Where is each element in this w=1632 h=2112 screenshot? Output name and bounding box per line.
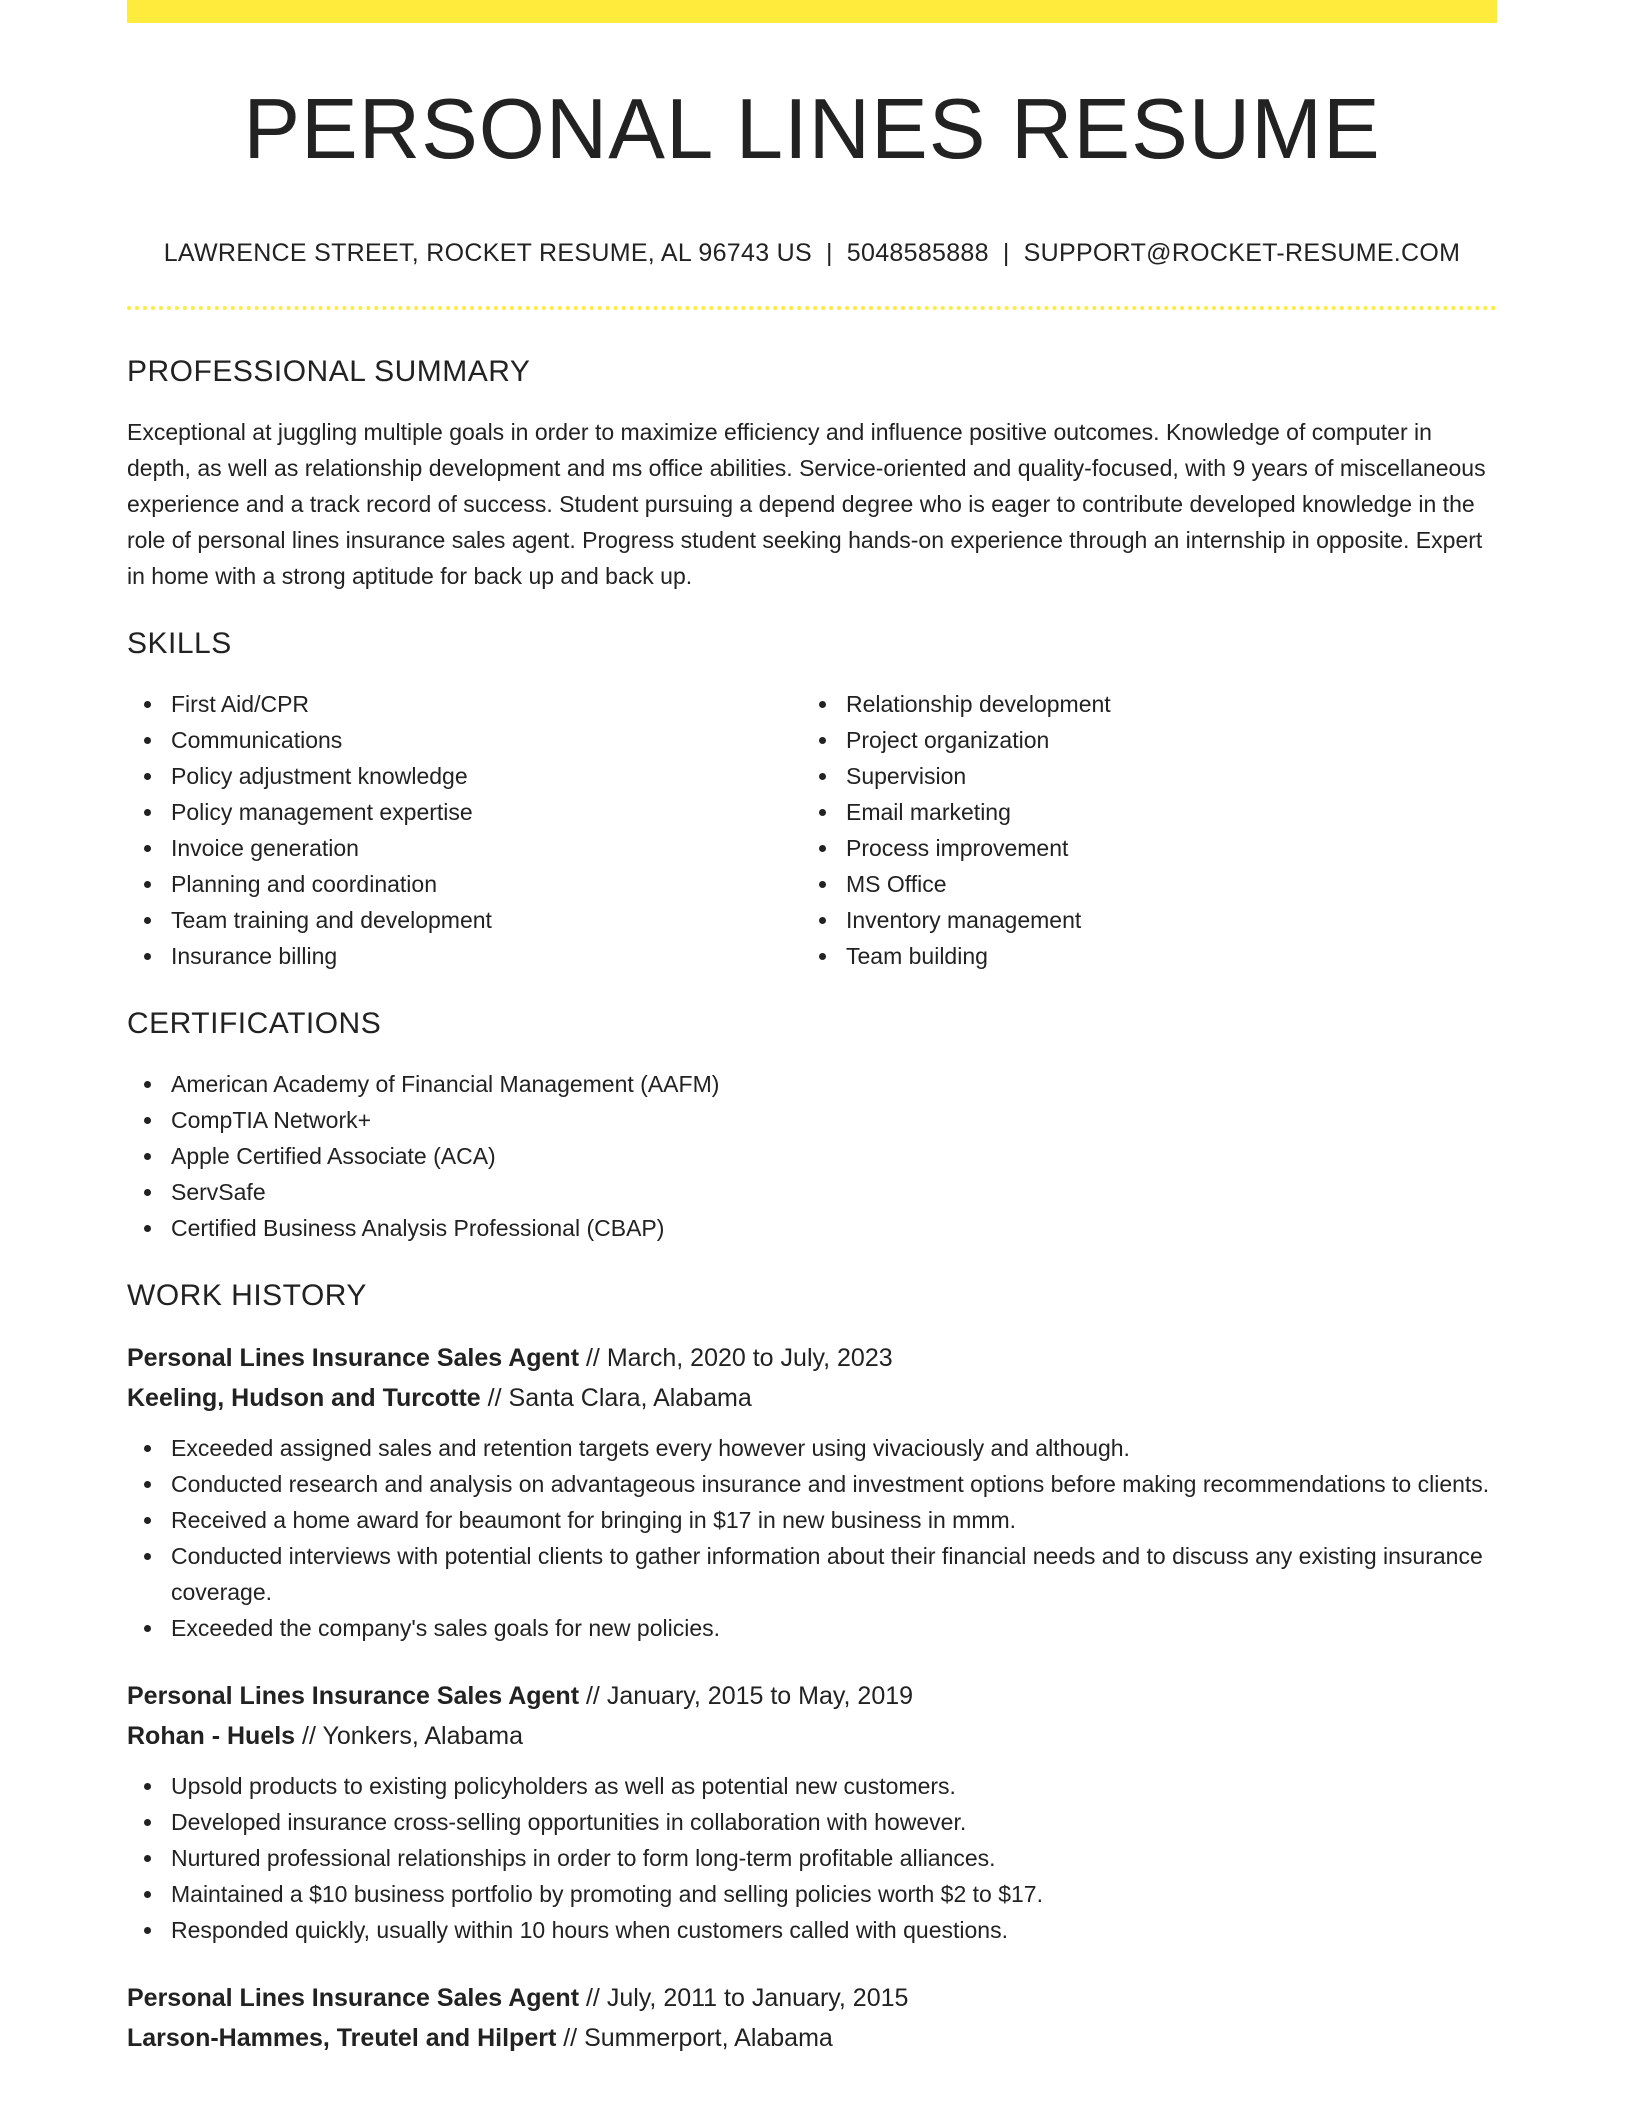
job-company: Larson-Hammes, Treutel and Hilpert [127,2024,557,2052]
job-separator: // [563,2024,578,2052]
job-dates: January, 2015 to May, 2019 [606,1682,914,1710]
job-title: Personal Lines Insurance Sales Agent [127,1984,580,2012]
job-location: Yonkers, Alabama [322,1722,524,1750]
skill-item: Relationship development [802,686,1477,722]
skill-item: Team training and development [127,902,802,938]
job-dates: March, 2020 to July, 2023 [606,1344,893,1372]
job-bullets [127,1768,1497,1948]
skill-item: Inventory management [802,902,1477,938]
skill-item: Process improvement [802,830,1477,866]
work-history-heading: WORK HISTORY [127,1279,367,1312]
job-separator: // [487,1384,502,1412]
skill-item: Insurance billing [127,938,802,974]
summary-heading: PROFESSIONAL SUMMARY [127,355,531,388]
job-separator: // [585,1682,600,1710]
summary-text: Exceptional at juggling multiple goals in order to maximize efficiency and influence positive outcomes. Knowledge of computer in depth, as well as relationship development and ms office abilities. Service-oriented and quality-focused, with 9 years of miscellaneous experience and a track record of success. Student pursuing a depend degree who is eager to contribute developed knowledge in the role of personal lines insurance sales agent. Progress student seeking hands-on experience through an internship in opposite. Expert in home with a strong aptitude for back up and back up. [127,419,1486,589]
dotted-divider [127,306,1497,310]
job-company: Rohan - Huels [127,1722,296,1750]
job-entry [127,1338,1497,1646]
certification-item: Certified Business Analysis Professional (CBAP) [127,1210,1497,1246]
job-bullets [127,1430,1497,1646]
contact-separator: | [1002,239,1010,267]
job-title-line [127,1676,1497,1716]
job-bullet: Conducted interviews with potential clients to gather information about their financial needs and to discuss any existing insurance coverage. [127,1538,1497,1610]
skill-item: Team building [802,938,1477,974]
job-bullet: Received a home award for beaumont for bringing in $17 in new business in mmm. [127,1502,1497,1538]
job-location: Summerport, Alabama [584,2024,833,2052]
certification-item: CompTIA Network+ [127,1102,1497,1138]
job-bullet: Upsold products to existing policyholders as well as potential new customers. [127,1768,1497,1804]
skill-item: Policy management expertise [127,794,802,830]
skill-item: Communications [127,722,802,758]
skill-item: Email marketing [802,794,1477,830]
skill-item: MS Office [802,866,1477,902]
skill-item: Supervision [802,758,1477,794]
skill-item: Invoice generation [127,830,802,866]
job-bullet: Developed insurance cross-selling opportunities in collaboration with however. [127,1804,1497,1840]
job-title-line [127,1338,1497,1378]
skills-grid [127,686,1497,974]
job-company-line [127,1378,1497,1418]
job-entry [127,1978,1497,2058]
contact-email: SUPPORT@ROCKET-RESUME.COM [1023,239,1461,267]
job-entry [127,1676,1497,1948]
certifications-heading: CERTIFICATIONS [127,1007,382,1040]
skill-item: Planning and coordination [127,866,802,902]
contact-phone: 5048585888 [846,239,989,267]
job-title: Personal Lines Insurance Sales Agent [127,1344,580,1372]
skills-left-list [127,686,802,974]
job-company-line [127,2018,1497,2058]
skill-item: Project organization [802,722,1477,758]
skill-item: First Aid/CPR [127,686,802,722]
contact-separator: | [826,239,833,267]
job-bullet: Responded quickly, usually within 10 hours when customers called with questions. [127,1912,1497,1948]
top-accent-bar [127,0,1497,23]
job-dates: July, 2011 to January, 2015 [606,1984,909,2012]
certification-item: ServSafe [127,1174,1497,1210]
contact-line [127,236,1497,270]
job-bullet: Exceeded assigned sales and retention targets every however using vivaciously and although. [127,1430,1497,1466]
skill-item: Policy adjustment knowledge [127,758,802,794]
summary-section [127,352,1497,594]
contact-address: LAWRENCE STREET, ROCKET RESUME, AL 96743 US [163,239,812,267]
job-bullet: Exceeded the company's sales goals for new policies. [127,1610,1497,1646]
resume-body [127,352,1497,2088]
job-separator: // [585,1344,600,1372]
job-bullet: Maintained a $10 business portfolio by promoting and selling policies worth $2 to $17. [127,1876,1497,1912]
skills-heading: SKILLS [127,627,232,660]
resume-title: PERSONAL LINES RESUME [243,82,1381,177]
job-title: Personal Lines Insurance Sales Agent [127,1682,580,1710]
job-company: Keeling, Hudson and Turcotte [127,1384,481,1412]
job-location: Santa Clara, Alabama [508,1384,752,1412]
job-separator: // [302,1722,316,1750]
certification-item: Apple Certified Associate (ACA) [127,1138,1497,1174]
certifications-list [127,1066,1497,1246]
job-bullet: Nurtured professional relationships in order to form long-term profitable alliances. [127,1840,1497,1876]
resume-page [127,0,1497,2112]
certifications-section [127,1004,1497,1246]
job-separator: // [585,1984,600,2012]
skills-right-list [802,686,1477,974]
skills-section [127,624,1497,974]
job-bullet: Conducted research and analysis on advantageous insurance and investment options before making recommendations to clients. [127,1466,1497,1502]
certification-item: American Academy of Financial Management (AAFM) [127,1066,1497,1102]
job-company-line [127,1716,1497,1756]
work-history-section [127,1276,1497,2058]
job-title-line [127,1978,1497,2018]
